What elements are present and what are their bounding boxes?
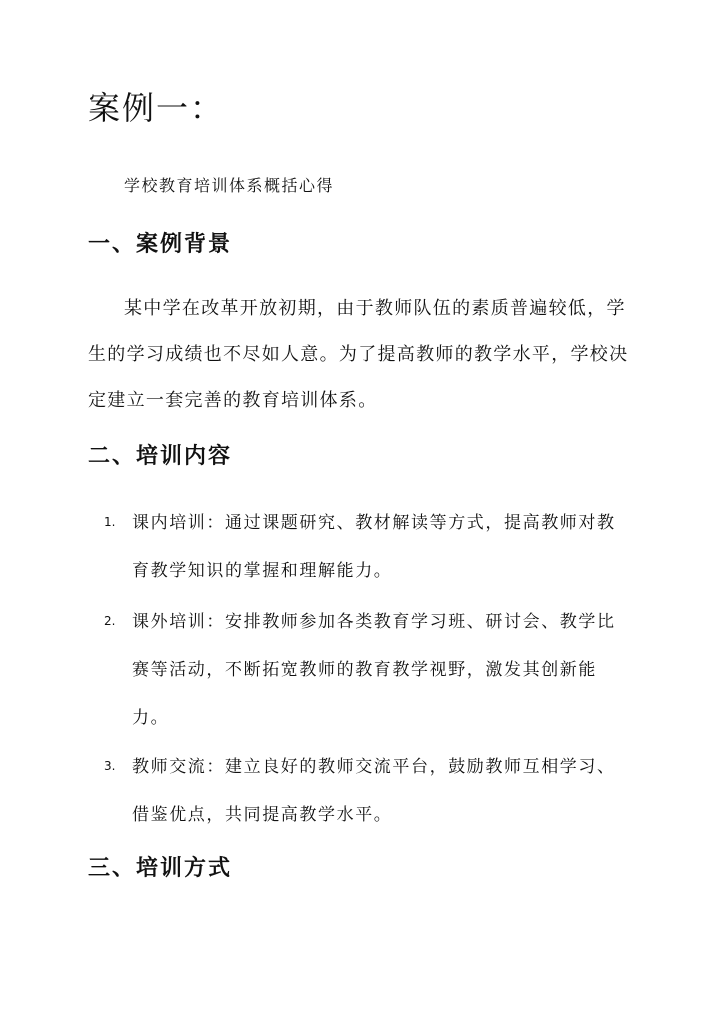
document-subtitle: 学校教育培训体系概括心得 — [124, 176, 335, 195]
section-heading-training-content: 二、培训内容 — [88, 444, 233, 469]
background-paragraph: 某中学在改革开放初期，由于教师队伍的素质普遍较低，学生的学习成绩也不尽如人意。为了提高教师的教学水平，学校决定建立一套完善的教育培训体系。 — [88, 298, 629, 411]
document-title: 案例一： — [88, 89, 225, 127]
list-item-text: 课外培训：安排教师参加各类教育学习班、研讨会、教学比赛等活动，不断拓宽教师的教育教学视野，激发其创新能力。 — [132, 612, 616, 728]
list-item-number: 2. — [104, 614, 116, 628]
list-item-number: 3. — [104, 759, 116, 773]
section-heading-training-methods: 三、培训方式 — [88, 856, 233, 881]
list-item-text: 课内培训：通过课题研究、教材解读等方式，提高教师对教育教学知识的掌握和理解能力。 — [132, 513, 616, 581]
list-item-number: 1. — [104, 515, 116, 529]
list-item-text: 教师交流：建立良好的教师交流平台，鼓励教师互相学习、借鉴优点，共同提高教学水平。 — [132, 757, 616, 825]
section-heading-background: 一、案例背景 — [88, 232, 233, 257]
